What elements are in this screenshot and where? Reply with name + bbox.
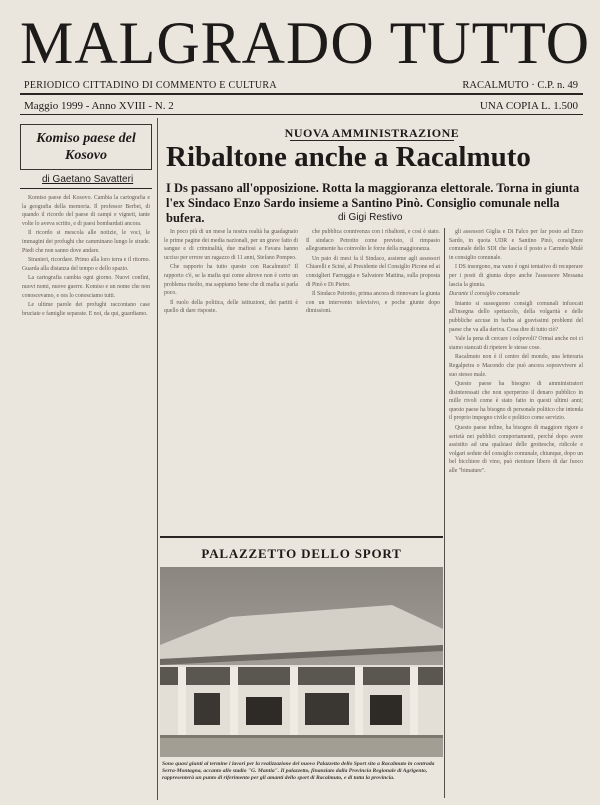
article-paragraph: Che rapporto ha tutto questo con Racalmuto? Il rapporto c'è, se la mafia qui come altrove non è certo un problema risolto, ma sappiamo bene che di mafia si parla poco. <box>164 264 298 297</box>
sidebar-paragraph: Komiso paese del Kosovo. Cambia la cartografia e la geografia della memoria. Il professor Berbei, di quando il ricordo del paese di campi e vigneti, tante volte lo aveva scritto, e di paesi bombardati ancora. <box>22 195 150 227</box>
location-registration: RACALMUTO · C.P. n. 49 <box>462 80 578 91</box>
sidebar-rule <box>20 188 152 189</box>
article-paragraph: Vale la pena di cercare i colpevoli? Ormai anche noi ci siamo stancati di ripetere le stesse cose. <box>449 336 583 351</box>
sports-hall-photo <box>160 567 443 757</box>
article-paragraph: In poco più di un mese la nostra realtà ha guadagnato le prime pagine dei media nazionali, per un grave fatto di sangue e di criminalità, due mafiosi a Favara hanno ucciso per errore un ragazzo di 11 anni, Stefano Pompeo. <box>164 229 298 261</box>
issue-rule <box>20 114 583 115</box>
tagline: PERIODICO CITTADINO DI COMMENTO E CULTURA <box>24 80 277 91</box>
sidebar-paragraph: La cartografia cambia ogni giorno. Nuovi confini, nuovi nomi, nuove guerre. Komiso e un nome che non conoscevamo, e ora lo conosciamo tutti. <box>22 275 150 299</box>
article-paragraph: Il ruolo della politica, delle istituzioni, dei partiti è quello di dare risposte. <box>164 299 298 315</box>
photo-caption: Sono quasi giunti al termine i lavori per la realizzazione del nuovo Palazzetto dello Sport sito a Racalmuto in contrada Serra-Montagna, accanto allo stadio "G. Mantia". Il palazzetto, finanziato dalla Provincia Regionale di Agrigento, rappresenterà un punto di riferimento per gli amanti dello sport di Racalmuto, e di tutta la provincia. <box>162 761 435 782</box>
article-deck: I Ds passano all'opposizione. Rotta la maggioranza elettorale. Torna in giunta l'ex Sindaco Enzo Sardo insieme a Santino Pinò. Consiglio comunale nella bufera. <box>166 181 580 225</box>
newspaper-title: MALGRADO TUTTO <box>20 10 591 76</box>
article-kicker: NUOVA AMMINISTRAZIONE <box>284 126 460 140</box>
sidebar-title: Komiso paese del Kosovo <box>36 131 136 163</box>
article-paragraph: Racalmuto non è il centro del mondo, una letteraria Regalpetra o Macondo che può ancora sopravvivere al suo stesso male. <box>449 354 583 378</box>
article-column-1 <box>164 228 298 534</box>
article-subhead: Durante il consiglio comunale <box>449 291 520 298</box>
sidebar-paragraph: Stranieri, ricordare. Primo alla loro terra e il ritorno. Guarda alla distanza del tempo e dello spazio. <box>22 257 150 272</box>
article-byline: di Gigi Restivo <box>338 212 403 223</box>
sidebar-body <box>22 194 150 794</box>
article-paragraph: I DS insorgono, ma vano è ogni tentativo di recuperare per i posti di giunta dopo anche l'assessore Messana lascia la giunta. <box>449 264 583 288</box>
sidebar-paragraph: Il ricordo si mescola alle notizie, le voci, le immagini dei profughi che camminano lungo le strade. Piedi che non sanno dove andare. <box>22 230 150 254</box>
issue-date: Maggio 1999 - Anno XVIII - N. 2 <box>24 100 174 112</box>
article-paragraph: Questo paese ha bisogno di amministratori disinteressati che non sperperino il denaro pubblico in mille rivoli come è stato fatto in questi ultimi anni; questo paese ha bisogno di personale politico che intenda il proprio impegno civile e politico come servizio. <box>449 381 583 422</box>
sports-hall-photo-graphic <box>160 567 443 757</box>
column-divider <box>157 118 158 800</box>
sidebar-byline: di Gaetano Savatteri <box>42 174 134 185</box>
article-column-2 <box>306 228 440 534</box>
sport-kicker: PALAZZETTO DELLO SPORT <box>201 546 402 561</box>
sidebar-title-box <box>20 124 152 170</box>
article-paragraph: Un paio di mesi fa il Sindaco, assieme agli assessori Chiarelli e Sciné, al Presidente del Consiglio Picone ed ai consiglieri Farruggia e Salvatore Mattina, sulla proposta di Pinò e Di Pietro. <box>306 255 440 288</box>
column-divider <box>444 228 445 798</box>
sidebar-paragraph: Le ultime parole dei profughi raccontano case bruciate e famiglie separate. E noi, da qui, guardiamo. <box>22 302 150 317</box>
article-paragraph: gli assessori Giglia e Di Falco per far posto ad Enzo Sardo, in quota UDR e Santino Pinò, consigliere comunale dello SDI che lascia il posto a Carmelo Mulè in consiglio comunale. <box>449 229 583 261</box>
article-paragraph: Il Sindaco Petrotto, prima ancora di rinnovare la giunta con un intervento televisivo, e poche giunte dopo dimissioni. <box>306 291 440 315</box>
article-paragraph: Intanto si susseguono consigli comunali infuocati all'insegna dello spettacolo, della volgarità e delle pubbliche accuse in barba ai gravissimi problemi del paese che va alla deriva. Cosa dire di tutto ciò? <box>449 300 583 333</box>
article-paragraph: Questo paese infine, ha bisogno di maggiore rigore e serietà nei pubblici comportamenti, perché dopo avere assistito ad una qualsiasi delle grottesche, ridicole e volgari sedute del consiglio comunale, chiunque, dopo un bel bicchiere di vino, può rientrare libero di dar fuoco alle "bimature". <box>449 425 583 475</box>
article-headline: Ribaltone anche a Racalmuto <box>166 141 531 173</box>
article-column-3 <box>449 228 583 794</box>
article-paragraph: che pubblica connivenza con i ribaltoni, e così è stato. Il sindaco Petrotto come previsto, il rimpasto allegramente ha coinvolto le forze della maggioranza. <box>306 229 440 253</box>
price: UNA COPIA L. 1.500 <box>479 100 578 112</box>
masthead-rule <box>20 93 583 95</box>
